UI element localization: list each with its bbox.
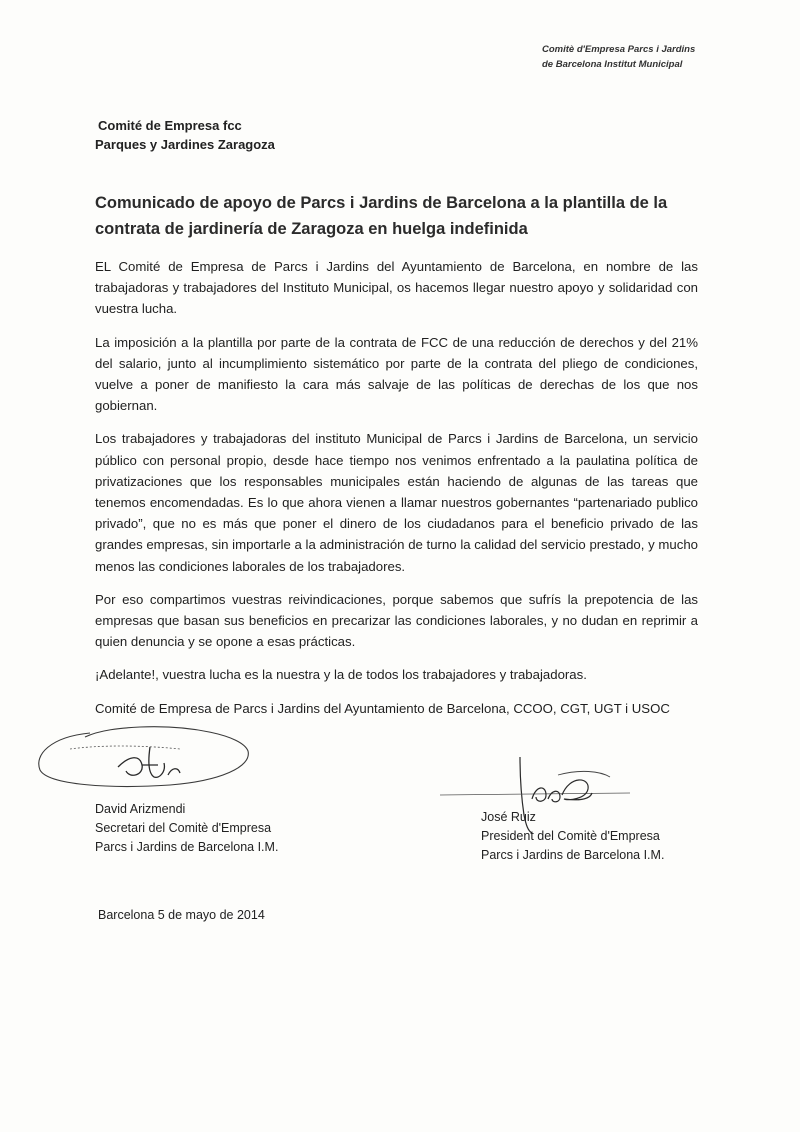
recipient-line-2: Parques y Jardines Zaragoza — [95, 137, 275, 152]
signatory-left-org: Parcs i Jardins de Barcelona I.M. — [95, 840, 279, 854]
signatory-right — [481, 808, 664, 865]
signatory-left — [95, 800, 278, 857]
signatory-right-name: José Ruiz — [481, 810, 536, 824]
letterhead-line-2: de Barcelona Institut Municipal — [542, 59, 683, 70]
signatory-right-role: President del Comitè d'Empresa — [481, 829, 660, 843]
document-date: Barcelona 5 de mayo de 2014 — [98, 908, 265, 922]
document-title: Comunicado de apoyo de Parcs i Jardins de Barcelona a la plantilla de la contrata de jardinería de Zaragoza en huelga indefinida — [95, 194, 668, 238]
letter-body — [95, 256, 698, 731]
letterhead — [542, 42, 752, 72]
paragraph-4: Por eso compartimos vuestras reivindicaciones, porque sabemos que sufrís la prepotencia de las empresas que basan sus beneficios en precarizar las condiciones laborales, y no dudan en reprimir a quien denuncia y se opone a esas prácticas. — [95, 591, 698, 650]
paragraph-3: Los trabajadores y trabajadoras del instituto Municipal de Parcs i Jardins de Barcelona, un servicio público con personal propio, desde hace tiempo nos venimos enfrentado a la paulatina política de privatizaciones que los responsables municipales están haciendo de algunas de las tareas que tenemos encomendadas. Es lo que ahora vienen a llamar nuestros gobernantes “partenariado publico privado”, que no es más que poner el dinero de los ciudadanos para el beneficio privado de las grandes empresas, sin importarle a la administración de turno la calidad del servicio prestado, y mucho menos las condiciones laborales de los trabajadores. — [95, 431, 698, 574]
recipient-line-1: Comité de Empresa fcc — [98, 118, 242, 133]
signatory-left-name: David Arizmendi — [95, 802, 186, 816]
signatory-left-role: Secretari del Comitè d'Empresa — [95, 821, 272, 835]
letterhead-line-1: Comitè d'Empresa Parcs i Jardins — [542, 44, 696, 55]
paragraph-6: Comité de Empresa de Parcs i Jardins del Ayuntamiento de Barcelona, CCOO, CGT, UGT i USOC — [95, 700, 670, 716]
signatory-right-org: Parcs i Jardins de Barcelona I.M. — [481, 848, 665, 862]
paragraph-5: ¡Adelante!, vuestra lucha es la nuestra y la de todos los trabajadores y trabajadoras. — [95, 667, 587, 683]
recipient-block — [95, 116, 275, 154]
signature-left-image — [30, 715, 260, 795]
paragraph-2: La imposición a la plantilla por parte de la contrata de FCC de una reducción de derechos y del 21% del salario, junto al incumplimiento sistemático por parte de la contrata del pliego de condiciones, vuelve a poner de manifiesto la cara más salvaje de las políticas de derechas de los que nos gobiernan. — [95, 334, 698, 414]
paragraph-1: EL Comité de Empresa de Parcs i Jardins del Ayuntamiento de Barcelona, en nombre de las trabajadoras y trabajadores del Instituto Municipal, os hacemos llegar nuestro apoyo y solidaridad con vuestra lucha. — [95, 259, 698, 317]
